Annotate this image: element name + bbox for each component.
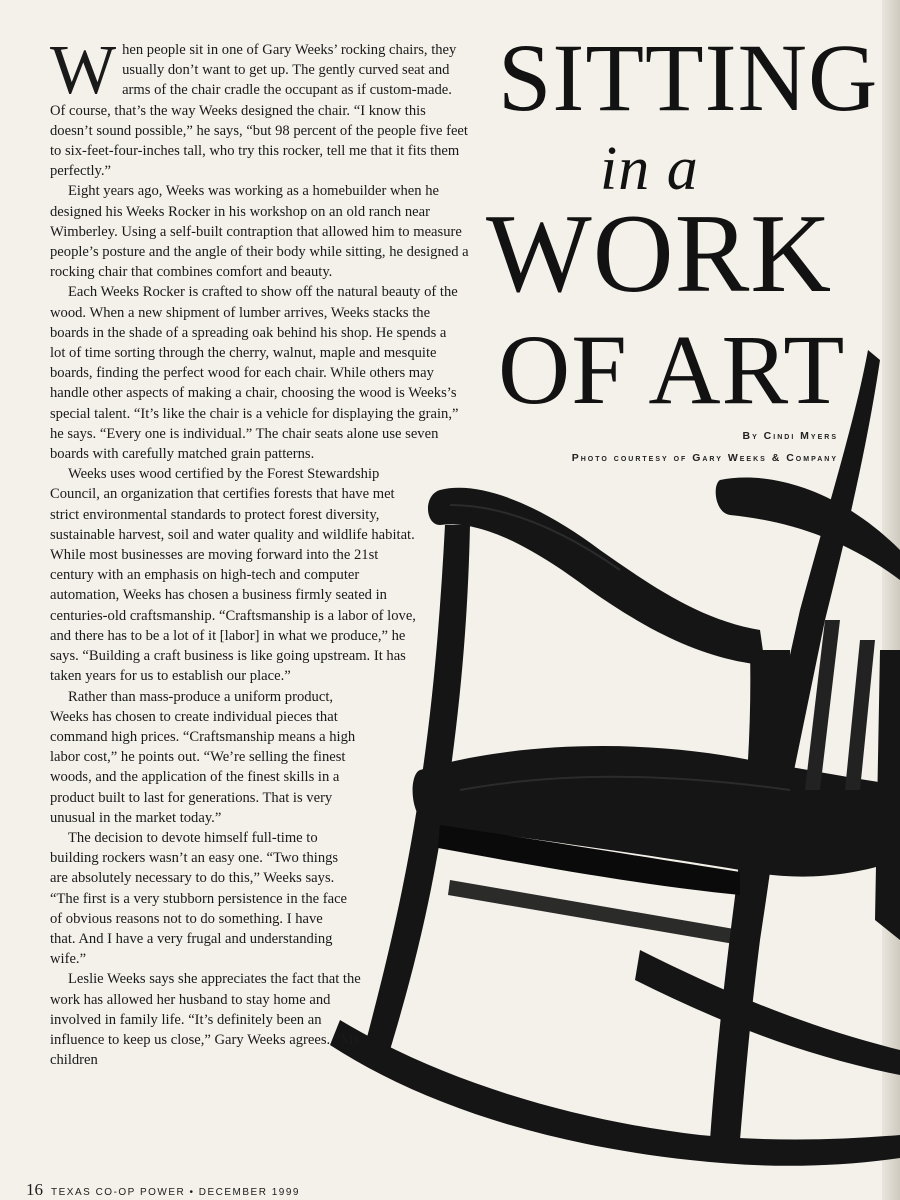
- page-number: 16: [26, 1180, 43, 1199]
- paragraph-5: Rather than mass-produce a uniform product, Weeks has chosen to create individual pieces that command high prices. “Craftsmanship means a high labor cost,” he points out. “We’re selling the finest woods, and the application of the finest skills in a product built to last for generations. That is very unusual in the market today.”: [50, 688, 356, 826]
- byline: [572, 425, 838, 469]
- photo-credit: Photo courtesy of Gary Weeks & Company: [571, 452, 838, 464]
- title-line-sitting: SITTING: [498, 24, 879, 131]
- paragraph-4: Weeks uses wood certified by the Forest Stewardship Council, an organization that certifies forests that have met strict environmental standards to protect forest diversity, sustainable harvest, soil and water quality and wildlife habitat. While most businesses are moving forward into the 21st century with an emphasis on high-tech and computer automation, Weeks has chosen a business firmly seated in centuries-old craftsmanship. “Craftsmanship is a labor of love, and there has to be a lot of it [labor] in what we produce,” he says. “Building a craft business is like going upstream. It has taken years for us to establish our place.”: [50, 466, 416, 685]
- page-footer: [26, 1180, 300, 1200]
- title-line-in-a: in a: [600, 135, 699, 203]
- paragraph-2: Eight years ago, Weeks was working as a homebuilder when he designed his Weeks Rocker in his workshop on an old ranch near Wimberley. Using a self-built contraption that allowed him to measure people’s posture and the angle of their body while sitting, he designed a rocking chair that combines comfort and beauty.: [50, 183, 469, 281]
- paragraph-1: [50, 32, 470, 181]
- publication-line: TEXAS CO-OP POWER • DECEMBER 1999: [51, 1187, 300, 1198]
- paragraph-6: The decision to devote himself full-time to building rockers wasn’t an easy one. “Two things are absolutely necessary to do this,” Weeks says. “The first is a very stubborn persistence in the face of obvious reasons not to do something. I have that. And I have a very frugal and understanding wife.”: [50, 829, 348, 968]
- paragraph-7: Leslie Weeks says she appreciates the fact that the work has allowed her husband to stay home and involved in family life. “It’s definitely been an influence to keep us close,” Gary Weeks agrees. “My children: [50, 971, 361, 1069]
- title-line-of-art: OF ART: [498, 314, 846, 425]
- article-body: [50, 32, 470, 1070]
- drop-cap: W: [50, 32, 117, 109]
- paragraph-1-text: hen people sit in one of Gary Weeks’ rocking chairs, they usually don’t want to get up. The gently curved seat and arms of the chair cradle the occupant as if custom-made. Of course, that’s the way Weeks designed the chair. “I know this doesn’t sound possible,” he says, “but 98 percent of the people five feet to six-feet-four-inches tall, who try this rocker, tell me that it fits them perfectly.”: [50, 42, 468, 180]
- author-credit: By Cindi Myers: [742, 430, 838, 442]
- paragraph-3: Each Weeks Rocker is crafted to show off the natural beauty of the wood. When a new shipment of lumber arrives, Weeks stacks the boards in the shade of a spreading oak behind his shop. He spends a lot of time sorting through the cherry, walnut, maple and mesquite boards, finding the perfect wood for each chair. While others may handle other aspects of making a chair, choosing the wood is Weeks’s special talent. “It’s like the chair is a vehicle for displaying the grain,” he says. “Every one is individual.” The chair seats alone use seven boards with carefully matched grain patterns.: [50, 284, 459, 463]
- title-line-work: WORK: [486, 192, 833, 316]
